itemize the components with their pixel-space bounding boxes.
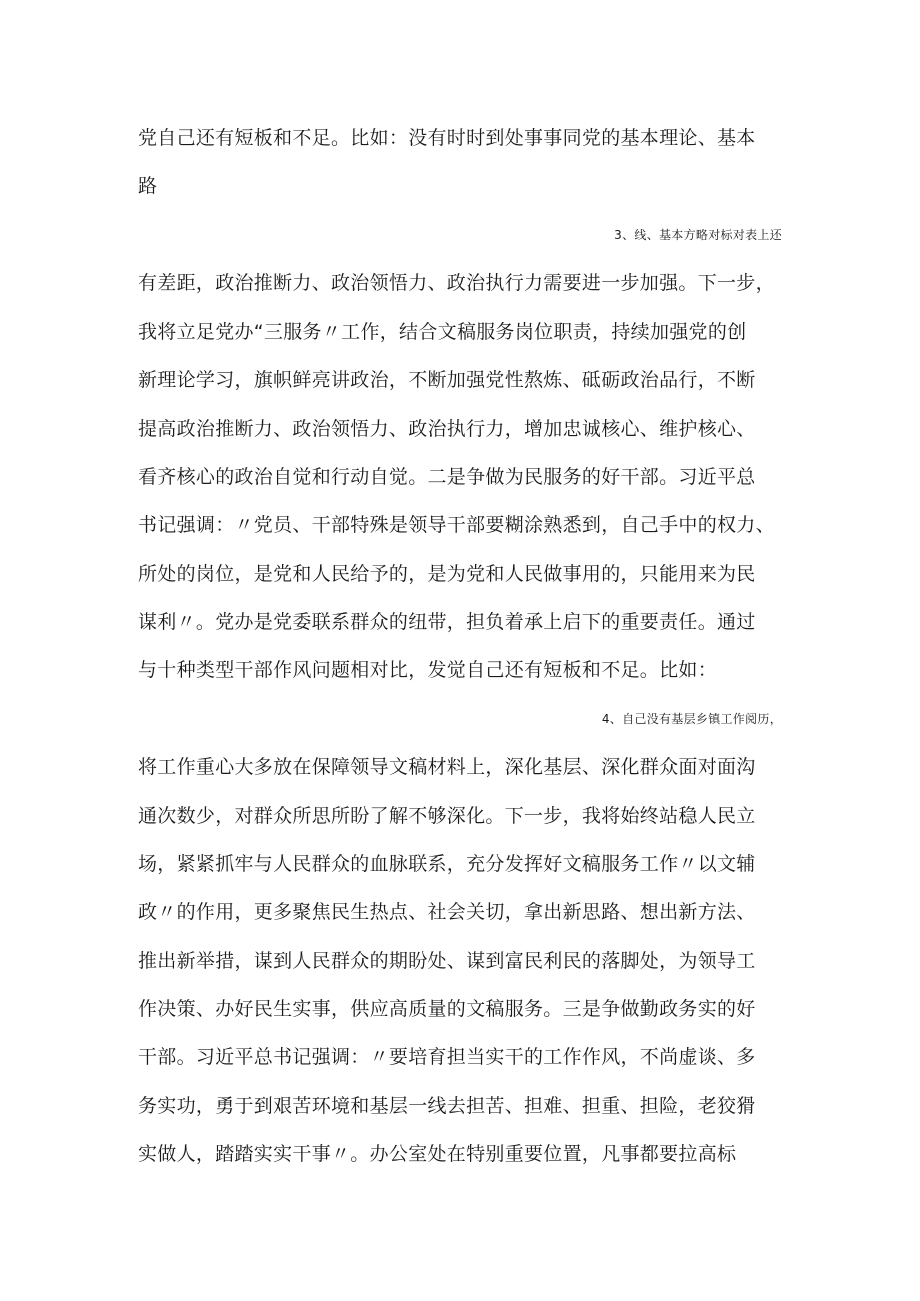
- text-line-18: 推出新举措，谋到人民群众的期盼处、谋到富民利民的落脚处，为领导工: [138, 950, 756, 972]
- text-line-9: 书记强调：〃党员、干部特殊是领导干部要糊涂熟悉到，自己手中的权力、: [138, 514, 775, 536]
- text-line-2: 路: [138, 175, 158, 197]
- text-line-20: 干部。习近平总书记强调：〃要培育担当实干的工作作风，不尚虚谈、多: [138, 1046, 756, 1068]
- text-line-1: 党自己还有短板和不足。比如：没有时时到处事事同党的基本理论、基本: [138, 127, 756, 149]
- text-line-8: 看齐核心的政治自觉和行动自觉。二是争做为民服务的好干部。习近平总: [138, 466, 756, 488]
- text-line-16: 场，紧紧抓牢与人民群众的血脉联系，充分发挥好文稿服务工作〃以文辅: [138, 853, 756, 875]
- text-line-15: 通次数少，对群众所思所盼了解不够深化。下一步，我将始终站稳人民立: [138, 805, 756, 827]
- text-line-17: 政〃的作用，更多聚焦民生热点、社会关切，拿出新思路、想出新方法、: [138, 901, 756, 923]
- text-line-10: 所处的岗位，是党和人民给予的，是为党和人民做事用的，只能用来为民: [138, 563, 756, 585]
- text-line-12: 与十种类型干部作风问题相对比，发觉自己还有短板和不足。比如：: [138, 659, 718, 681]
- text-line-6: 新理论学习，旗帜鲜亮讲政治，不断加强党性熬炼、砥砺政治品行，不断: [138, 369, 756, 391]
- text-line-14: 将工作重心大多放在保障领导文稿材料上，深化基层、深化群众面对面沟: [138, 756, 756, 778]
- text-line-13: 4、自己没有基层乡镇工作阅历，: [601, 712, 782, 726]
- text-line-21: 务实功，勇于到艰苦环境和基层一线去担苦、担难、担重、担险，老狡猾: [138, 1095, 756, 1117]
- text-line-7: 提高政治推断力、政治领悟力、政治执行力，增加忠诚核心、维护核心、: [138, 418, 756, 440]
- text-line-4: 有差距，政治推断力、政治领悟力、政治执行力需要进一步加强。下一步，: [138, 272, 775, 294]
- text-line-19: 作决策、办好民生实事，供应高质量的文稿服务。三是争做勤政务实的好: [138, 998, 756, 1020]
- text-line-22: 实做人，踏踏实实干事〃。办公室处在特别重要位置，凡事都要拉高标: [138, 1143, 737, 1165]
- text-line-5: 我将立足党办“三服务〃工作，结合文稿服务岗位职责，持续加强党的创: [138, 321, 747, 343]
- text-line-11: 谋利〃。党办是党委联系群众的纽带，担负着承上启下的重要责任。通过: [138, 611, 756, 633]
- text-line-3: 3、线、基本方略对标对表上还: [614, 228, 782, 242]
